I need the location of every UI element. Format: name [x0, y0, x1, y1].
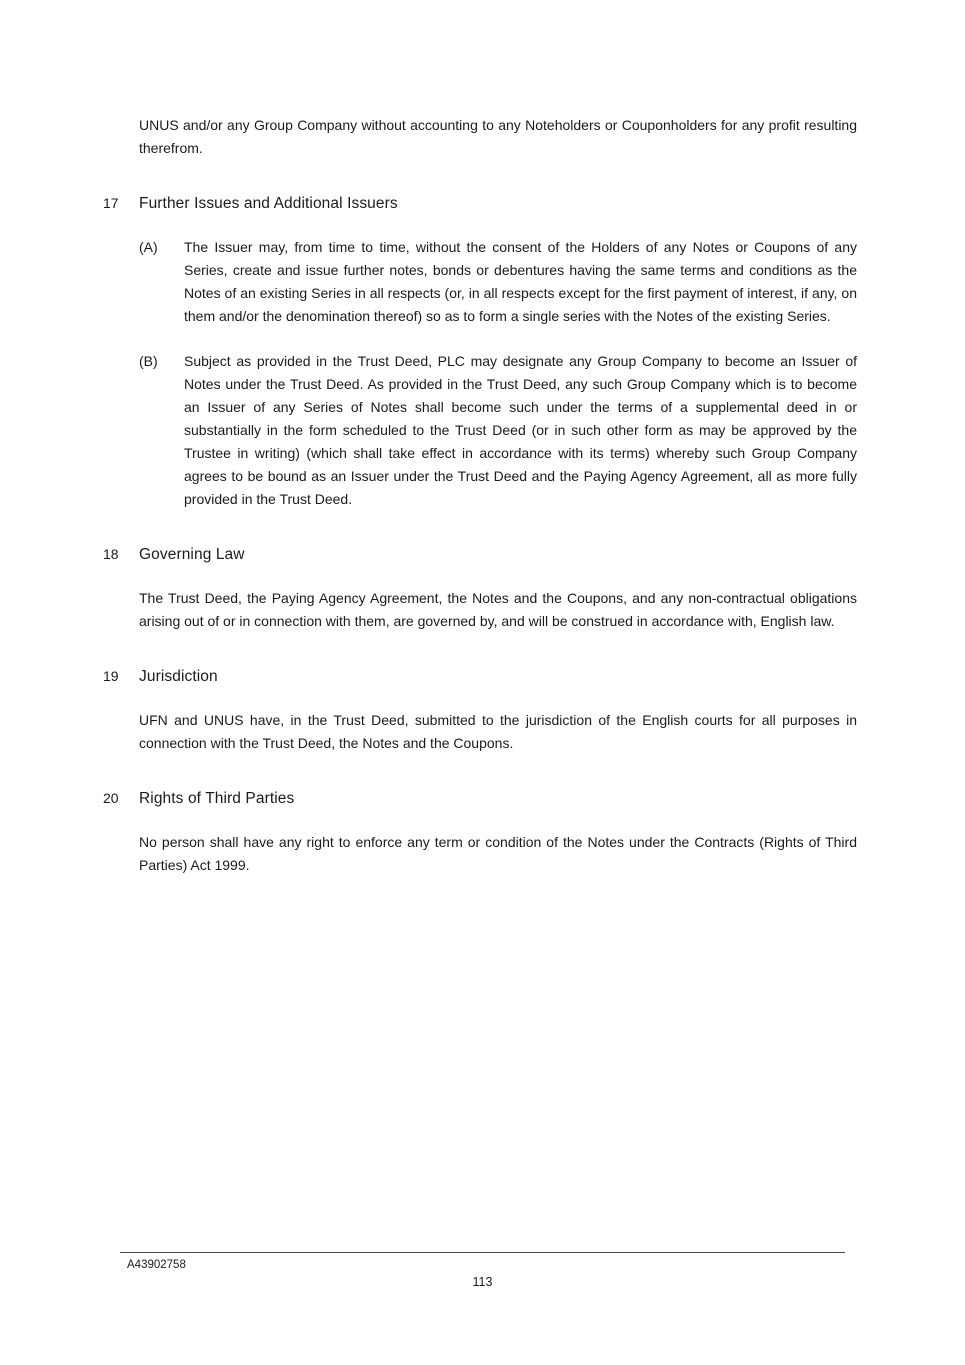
section-19-header	[103, 666, 857, 687]
section-title: Rights of Third Parties	[139, 790, 295, 807]
section-20	[103, 788, 857, 877]
section-20-header	[103, 788, 857, 809]
section-paragraph: No person shall have any right to enforce any term or condition of the Notes under the Contracts (Rights of Third Parties) Act 1999.	[139, 834, 857, 873]
document-reference: A43902758	[127, 1259, 186, 1271]
section-18-header	[103, 544, 857, 565]
section-number: 20	[103, 790, 119, 806]
sub-item-text: The Issuer may, from time to time, without the consent of the Holders of any Notes or Coupons of any Series, create and issue further notes, bonds or debentures having the same terms and conditions as the Notes of an existing Series in all respects (or, in all respects except for the first payment of interest, if any, on them and/or the denomination thereof) so as to form a single series with the Notes of the existing Series.	[184, 239, 857, 324]
sub-item-label: (A)	[139, 239, 158, 255]
section-number: 19	[103, 668, 119, 684]
page-footer	[0, 1252, 965, 1290]
section-number: 18	[103, 546, 119, 562]
section-19	[103, 666, 857, 755]
section-number: 17	[103, 195, 119, 211]
document-content	[103, 114, 857, 877]
section-title: Jurisdiction	[139, 668, 218, 685]
footer-divider	[120, 1252, 845, 1253]
section-17-item-a	[139, 236, 857, 328]
section-17-item-b	[139, 350, 857, 511]
section-17-header	[103, 193, 857, 214]
section-17	[103, 193, 857, 511]
intro-paragraph: UNUS and/or any Group Company without accounting to any Noteholders or Couponholders for any profit resulting therefrom.	[139, 117, 857, 156]
section-title: Further Issues and Additional Issuers	[139, 195, 398, 212]
section-paragraph: UFN and UNUS have, in the Trust Deed, submitted to the jurisdiction of the English courts for all purposes in connection with the Trust Deed, the Notes and the Coupons.	[139, 712, 857, 751]
page-number: 113	[472, 1275, 493, 1289]
section-18	[103, 544, 857, 633]
sub-item-text: Subject as provided in the Trust Deed, PLC may designate any Group Company to become an Issuer of Notes under the Trust Deed. As provided in the Trust Deed, any such Group Company which is to become an Issuer of any Series of Notes shall become such under the terms of a supplemental deed in or substantially in the form scheduled to the Trust Deed (or in such other form as may be approved by the Trustee in writing) (which shall take effect in accordance with its terms) whereby such Group Company agrees to be bound as an Issuer under the Trust Deed and the Paying Agency Agreement, all as more fully provided in the Trust Deed.	[184, 353, 857, 507]
section-paragraph: The Trust Deed, the Paying Agency Agreement, the Notes and the Coupons, and any non-contractual obligations arising out of or in connection with them, are governed by, and will be construed in accordance with, English law.	[139, 590, 857, 629]
sub-item-label: (B)	[139, 353, 158, 369]
section-title: Governing Law	[139, 546, 245, 563]
